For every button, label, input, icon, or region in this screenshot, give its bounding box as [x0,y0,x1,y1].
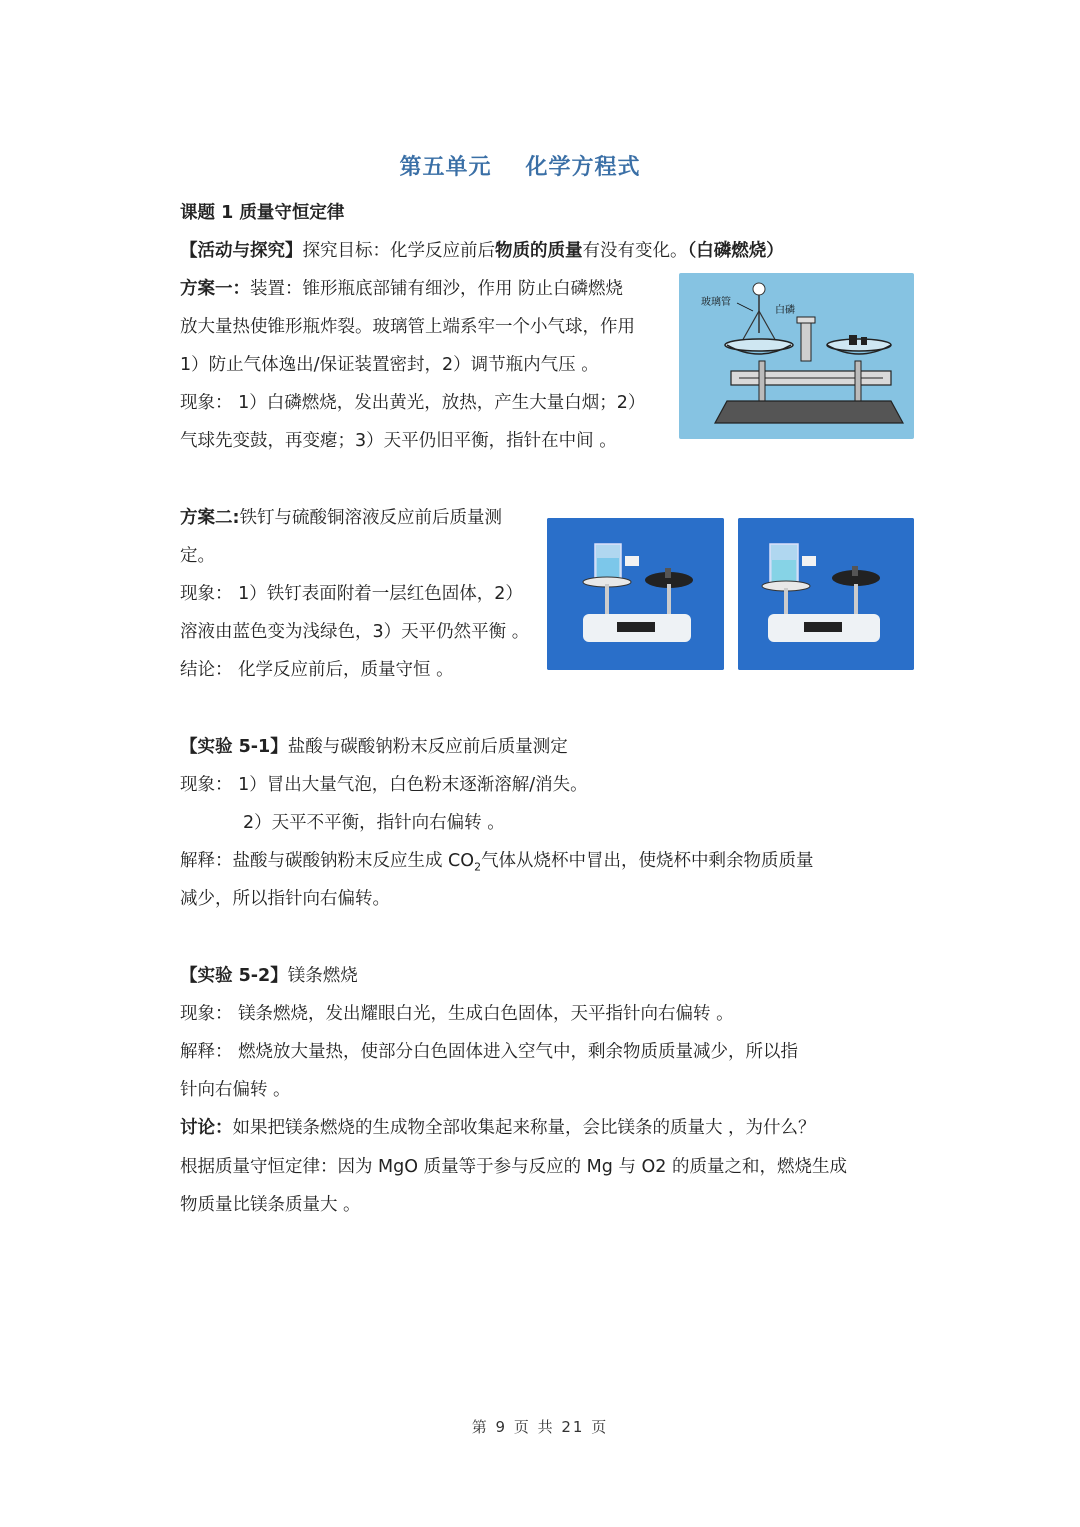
topic-title: 化学方程式 [525,155,641,180]
plan2-label: 方案二: [180,508,240,528]
exp2-title: 镁条燃烧 [287,966,358,986]
activity-line [180,239,784,263]
tube-label: 玻璃管 [701,297,731,308]
exp2-heading [180,964,358,988]
exp2-line-2: 解释： 燃烧放大量热，使部分白色固体进入空气中，剩余物质质量减少，所以指 [180,1042,799,1062]
plan1-line-1 [180,277,623,301]
discussion-text: 如果把镁条燃烧的生成物全部收集起来称量，会比镁条的质量大 ，为什么？ [232,1118,816,1138]
unit-title: 第五单元 [399,155,492,180]
exp1-tag: 【实验 5-1】 [180,737,288,757]
plan2-line-1 [180,506,502,530]
exp1-heading [180,735,568,759]
activity-text-bold: 物质的质量 [495,241,583,261]
plan2-line-3: 现象： 1）铁钉表面附着一层红色固体，2） [180,584,523,604]
balance-diagram-image [679,273,914,439]
co2-subscript: 2 [474,860,482,874]
exp2-line-5: 根据质量守恒定律：因为 MgO 质量等于参与反应的 Mg 与 O2 的质量之和，燃烧生成 [180,1157,847,1177]
lesson-heading: 课题 1 质量守恒定律 [180,203,345,223]
activity-tag: 【活动与探究】 [180,241,303,261]
exp2-line-1: 现象： 镁条燃烧，发出耀眼白光，生成白色固体，天平指针向右偏转 。 [180,1004,734,1024]
plan2-line-2: 定。 [180,546,215,566]
exp1-line-4: 减少，所以指针向右偏转。 [180,889,390,909]
activity-paren: （白磷燃烧） [687,241,784,261]
plan2-line-4: 溶液由蓝色变为浅绿色，3）天平仍然平衡 。 [180,622,530,642]
exp1-line-1: 现象： 1）冒出大量气泡，白色粉末逐渐溶解/消失。 [180,775,588,795]
plan1-line-4: 现象： 1）白磷燃烧，发出黄光，放热，产生大量白烟；2） [180,393,646,413]
exp1-title: 盐酸与碳酸钠粉末反应前后质量测定 [287,737,568,757]
plan1-line-5: 气球先变鼓，再变瘪；3）天平仍旧平衡，指针在中间 。 [180,431,617,451]
plan2-text-1: 铁钉与硫酸铜溶液反应前后质量测 [239,508,502,528]
exp1-line-2: 2）天平不平衡，指针向右偏转 。 [243,813,505,833]
discussion-label: 讨论： [180,1118,233,1138]
plan1-line-2: 放大量热使锥形瓶炸裂。玻璃管上端系牢一个小气球，作用 [180,317,635,337]
balance-photo-before [547,518,724,670]
exp2-tag: 【实验 5-2】 [180,966,288,986]
exp1-text-post: 气体从烧杯中冒出，使烧杯中剩余物质质量 [481,851,814,871]
activity-text-post: 有没有变化。 [582,241,688,261]
plan1-text-1: 装置：锥形瓶底部铺有细沙，作用 防止白磷燃烧 [250,279,624,299]
exp1-line-3 [180,849,814,880]
plan1-label: 方案一： [180,279,250,299]
exp2-line-6: 物质量比镁条质量大 。 [180,1195,361,1215]
page-footer: 第 9 页 共 21 页 [471,1418,609,1436]
exp1-text-pre: 解释：盐酸与碳酸钠粉末反应生成 CO [180,851,475,871]
phosphorus-label: 白磷 [775,305,795,316]
exp2-line-3: 针向右偏转 。 [180,1080,291,1100]
plan1-line-3: 1）防止气体逸出/保证装置密封，2）调节瓶内气压 。 [180,355,599,375]
exp2-line-4 [180,1116,816,1140]
balance-photo-after [738,518,914,670]
plan2-line-5: 结论： 化学反应前后，质量守恒 。 [180,660,454,680]
activity-text-pre: 探究目标：化学反应前后 [302,241,495,261]
page-title [0,150,1040,181]
